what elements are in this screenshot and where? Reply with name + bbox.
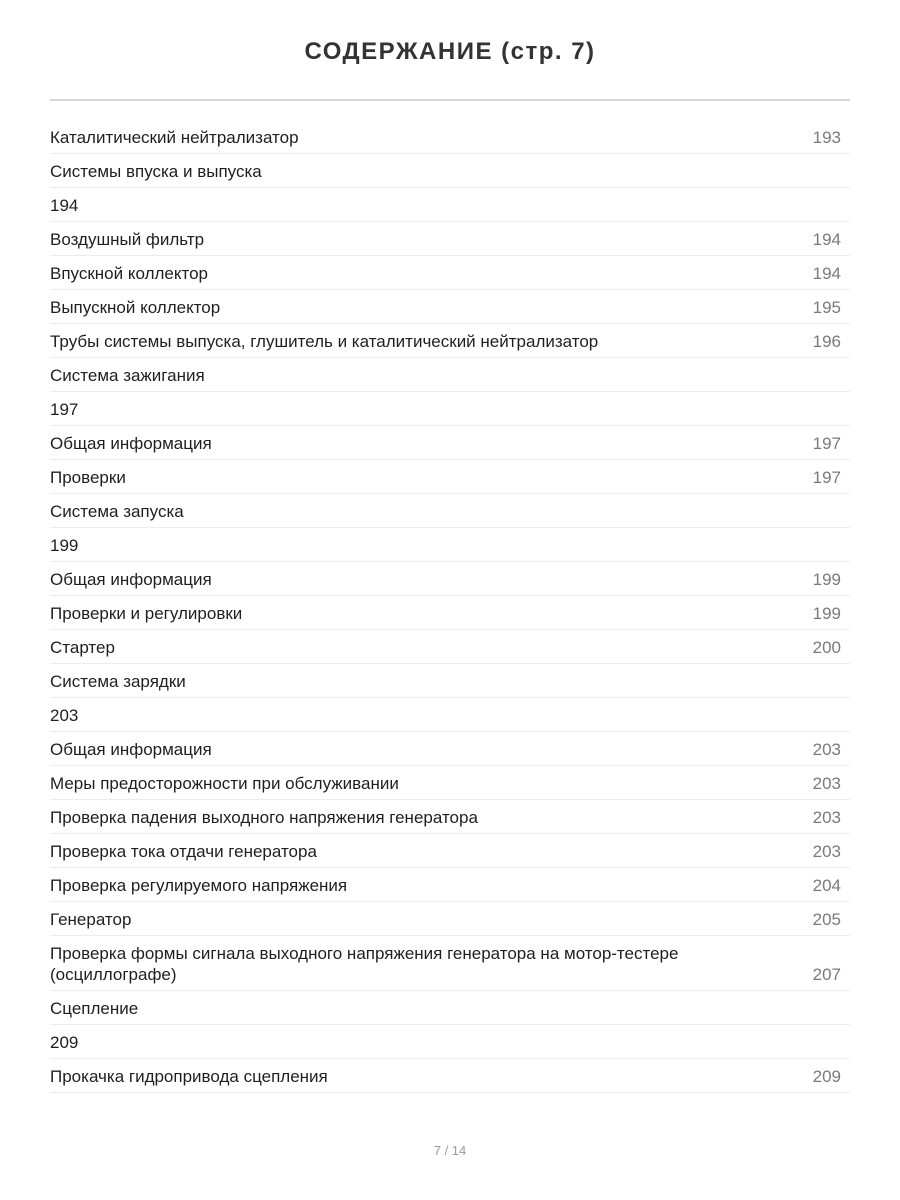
toc-row[interactable] [50,868,850,902]
title-divider [50,99,850,101]
toc-row[interactable] [50,834,850,868]
toc-entry-title: Каталитический нейтрализатор [50,128,299,147]
toc-entry-page: 194 [812,264,841,283]
toc-entry-title: Система запуска [50,502,184,521]
toc-row[interactable] [50,392,850,426]
toc-row[interactable] [50,698,850,732]
toc-row[interactable] [50,290,850,324]
toc-entry-title: 199 [50,536,79,555]
toc-entry-title: Проверки и регулировки [50,604,243,623]
toc-entry-title: 197 [50,400,79,419]
toc-row[interactable] [50,991,850,1025]
toc-entry-title: Впускной коллектор [50,264,208,283]
toc-entry-title: 194 [50,196,79,215]
toc-entry-page: 203 [812,808,841,827]
toc-row[interactable] [50,256,850,290]
toc-row[interactable] [50,528,850,562]
toc-row[interactable] [50,1025,850,1059]
toc-row[interactable] [50,324,850,358]
toc-entry-title: Трубы системы выпуска, глушитель и каталитический нейтрализатор [50,332,599,351]
toc-entry-title: Сцепление [50,999,139,1018]
toc-entry-page: 199 [812,604,841,623]
toc-row[interactable] [50,902,850,936]
toc-entry-title: Стартер [50,638,115,657]
table-of-contents [50,120,850,1093]
toc-entry-page: 207 [812,965,841,984]
page-title: СОДЕРЖАНИЕ (стр. 7) [304,38,596,65]
toc-row[interactable] [50,358,850,392]
toc-row[interactable] [50,1059,850,1093]
toc-entry-page: 197 [812,468,841,487]
toc-entry-page: 193 [812,128,841,147]
toc-entry-page: 200 [812,638,841,657]
toc-row[interactable] [50,494,850,528]
toc-entry-title: Генератор [50,910,132,929]
toc-row[interactable] [50,460,850,494]
toc-entry-title: Система зажигания [50,366,205,385]
toc-entry-page: 203 [812,740,841,759]
toc-row[interactable] [50,800,850,834]
toc-entry-page: 203 [812,774,841,793]
toc-row[interactable] [50,630,850,664]
toc-row[interactable] [50,936,850,991]
toc-entry-title: Проверка падения выходного напряжения генератора [50,808,478,827]
toc-entry-title: Системы впуска и выпуска [50,162,262,181]
toc-entry-page: 204 [812,876,841,895]
toc-entry-title: Общая информация [50,570,212,589]
toc-entry-title: Общая информация [50,434,212,453]
toc-row[interactable] [50,732,850,766]
toc-row[interactable] [50,766,850,800]
toc-row[interactable] [50,188,850,222]
toc-row[interactable] [50,562,850,596]
toc-entry-page: 194 [812,230,841,249]
toc-entry-page: 199 [812,570,841,589]
toc-row[interactable] [50,154,850,188]
toc-entry-title: Меры предосторожности при обслуживании [50,774,399,793]
toc-entry-title: 209 [50,1033,79,1052]
toc-row[interactable] [50,120,850,154]
toc-entry-title: Проверка регулируемого напряжения [50,876,348,895]
toc-entry-title: Проверка формы сигнала выходного напряжения генератора на мотор-тестере (осциллографе) [50,944,679,984]
toc-row[interactable] [50,222,850,256]
toc-entry-title: 203 [50,706,79,725]
toc-entry-page: 209 [812,1067,841,1086]
toc-entry-title: Прокачка гидропривода сцепления [50,1067,328,1086]
toc-entry-title: Проверка тока отдачи генератора [50,842,317,861]
toc-entry-title: Общая информация [50,740,212,759]
page-indicator: 7 / 14 [433,1143,467,1158]
toc-row[interactable] [50,426,850,460]
toc-entry-page: 205 [812,910,841,929]
toc-entry-title: Выпускной коллектор [50,298,221,317]
toc-entry-title: Проверки [50,468,126,487]
toc-entry-page: 195 [812,298,841,317]
toc-entry-page: 203 [812,842,841,861]
toc-entry-page: 196 [812,332,841,351]
toc-entry-title: Воздушный фильтр [50,230,205,249]
toc-entry-page: 197 [812,434,841,453]
toc-entry-title: Система зарядки [50,672,186,691]
toc-row[interactable] [50,596,850,630]
toc-row[interactable] [50,664,850,698]
